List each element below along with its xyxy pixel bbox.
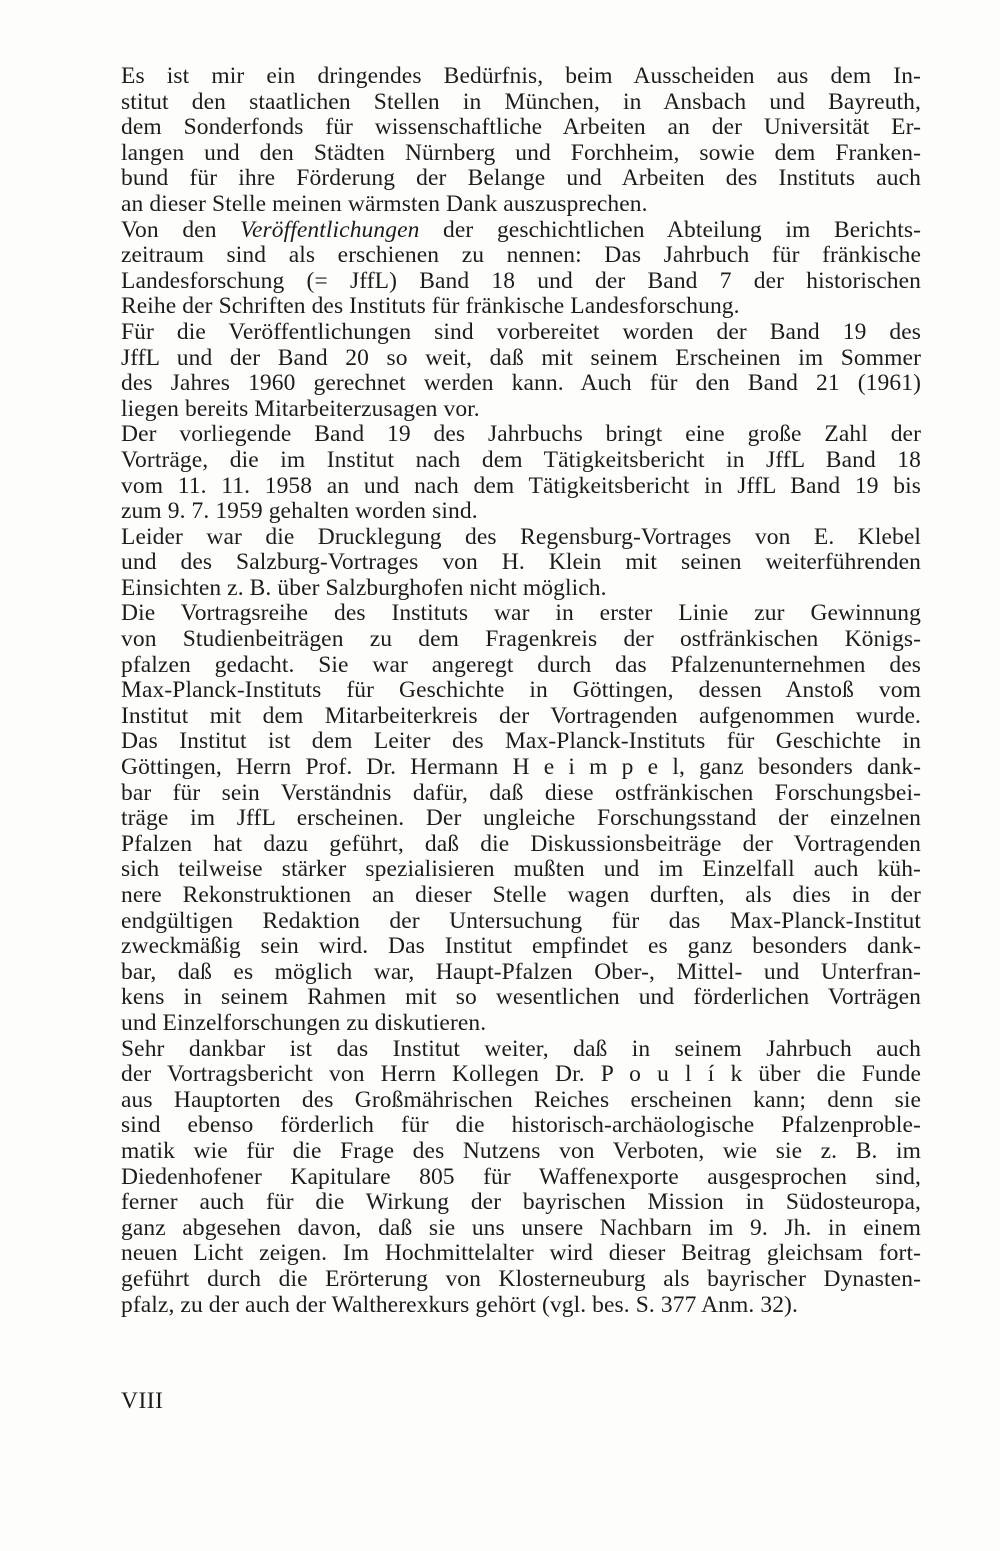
text-line: matik wie für die Frage des Nutzens von Verboten, wie sie z. B. im	[121, 1137, 921, 1164]
text-line: Pfalzen hat dazu geführt, daß die Diskussionsbeiträge der Vortragenden	[121, 830, 921, 857]
text-line: liegen bereits Mitarbeiterzusagen vor.	[121, 395, 480, 422]
text-line: bar, daß es möglich war, Haupt-Pfalzen Ober-, Mittel- und Unterfran-	[121, 958, 921, 985]
text-line: vom 11. 11. 1958 an und nach dem Tätigkeitsbericht in JffL Band 19 bis	[121, 472, 921, 499]
paragraph-lecture-series	[121, 601, 921, 1036]
text-line: zweckmäßig sein wird. Das Institut empfindet es ganz besonders dank-	[121, 933, 921, 960]
paragraph-publications	[121, 218, 921, 320]
text-line: Der vorliegende Band 19 des Jahrbuchs bringt eine große Zahl der	[121, 421, 921, 448]
page-number: VIII	[121, 1388, 164, 1414]
text-line: sind ebenso förderlich für die historisch-archäologische Pfalzenproble-	[121, 1112, 921, 1139]
paragraph-volume-19	[121, 422, 921, 524]
text-line: Für die Veröffentlichungen sind vorbereitet worden der Band 19 des	[121, 318, 921, 345]
text-line: geführt durch die Erörterung von Klosterneuburg als bayrischer Dynasten-	[121, 1265, 921, 1292]
text-line: und Einzelforschungen zu diskutieren.	[121, 1009, 487, 1036]
paragraph-prepared-volumes	[121, 320, 921, 422]
text-line: langen und den Städten Nürnberg und Forchheim, sowie dem Franken-	[121, 139, 921, 166]
text-line: Institut mit dem Mitarbeiterkreis der Vortragenden aufgenommen wurde.	[121, 702, 921, 729]
text-line: pfalz, zu der auch der Waltherexkurs gehört (vgl. bes. S. 377 Anm. 32).	[121, 1291, 798, 1318]
text-line: bund für ihre Förderung der Belange und Arbeiten des Instituts auch	[121, 165, 921, 192]
text-line: Leider war die Drucklegung des Regensburg-Vortrages von E. Klebel	[121, 523, 921, 550]
text-line: Es ist mir ein dringendes Bedürfnis, beim Ausscheiden aus dem In-	[121, 63, 921, 89]
text-line: Diedenhofener Kapitulare 805 für Waffenexporte ausgesprochen sind,	[121, 1163, 921, 1190]
text-line: nere Rekonstruktionen an dieser Stelle wagen durften, als dies in der	[121, 882, 921, 908]
text-line: ferner auch für die Wirkung der bayrischen Mission in Südosteuropa,	[121, 1189, 921, 1216]
paragraph-poulik-report	[121, 1037, 921, 1319]
text-line: träge im JffL erscheinen. Der ungleiche Forschungsstand der einzelnen	[121, 805, 921, 832]
text-line: Die Vortragsreihe des Instituts war in erster Linie zur Gewinnung	[121, 600, 921, 627]
text-line: des Jahres 1960 gerechnet werden kann. Auch für den Band 21 (1961)	[121, 370, 921, 397]
text-line: kens in seinem Rahmen mit so wesentlichen und förderlichen Vorträgen	[121, 984, 921, 1011]
paragraph-thanks	[121, 64, 921, 218]
text-line: und des Salzburg-Vortrages von H. Klein mit seinen weiterführenden	[121, 549, 921, 576]
text-line: aus Hauptorten des Großmährischen Reiches erscheinen kann; denn sie	[121, 1086, 921, 1113]
text-line: an dieser Stelle meinen wärmsten Dank auszusprechen.	[121, 190, 648, 217]
text-line: von Studienbeiträgen zu dem Fragenkreis der ostfränkischen Königs-	[121, 626, 921, 653]
text-line: Landesforschung (= JffL) Band 18 und der Band 7 der historischen	[121, 267, 921, 294]
text-line: Reihe der Schriften des Instituts für fränkische Landesforschung.	[121, 293, 740, 320]
text-line: pfalzen gedacht. Sie war angeregt durch das Pfalzenunternehmen des	[121, 651, 921, 678]
text-line: zeitraum sind als erschienen zu nennen: Das Jahrbuch für fränkische	[121, 242, 921, 269]
text-line: zum 9. 7. 1959 gehalten worden sind.	[121, 498, 478, 525]
text-line: Einsichten z. B. über Salzburghofen nicht möglich.	[121, 574, 607, 601]
text-line: JffL und der Band 20 so weit, daß mit seinem Erscheinen im Sommer	[121, 344, 921, 371]
italic-emphasis: Veröffentlichungen	[240, 216, 420, 243]
text-line: der Vortragsbericht von Herrn Kollegen Dr. P o u l í k über die Funde	[121, 1061, 921, 1088]
text-line: sich teilweise stärker spezialisieren mußten und im Einzelfall auch küh-	[121, 856, 921, 883]
text-line: dem Sonderfonds für wissenschaftliche Arbeiten an der Universität Er-	[121, 114, 921, 141]
text-line: Sehr dankbar ist das Institut weiter, daß in seinem Jahrbuch auch	[121, 1035, 921, 1062]
text-line: Max-Planck-Instituts für Geschichte in Göttingen, dessen Anstoß vom	[121, 677, 921, 704]
text-line: stitut den staatlichen Stellen in München, in Ansbach und Bayreuth,	[121, 88, 921, 115]
text-line: Das Institut ist dem Leiter des Max-Planck-Instituts für Geschichte in	[121, 728, 921, 755]
text-line: neuen Licht zeigen. Im Hochmittelalter wird dieser Beitrag gleichsam fort-	[121, 1240, 921, 1267]
text-line: Göttingen, Herrn Prof. Dr. Hermann H e i m p e l, ganz besonders dank-	[121, 754, 921, 781]
paragraph-not-printed	[121, 525, 921, 602]
text-line: Vorträge, die im Institut nach dem Tätigkeitsbericht in JffL Band 18	[121, 446, 921, 473]
text-line: endgültigen Redaktion der Untersuchung für das Max-Planck-Institut	[121, 907, 921, 934]
body-text	[121, 64, 921, 1318]
text-line: ganz abgesehen davon, daß sie uns unsere Nachbarn im 9. Jh. in einem	[121, 1214, 921, 1241]
text-line: bar für sein Verständnis dafür, daß diese ostfränkischen Forschungsbei-	[121, 779, 921, 806]
text-line-with-italic: Von den Veröffentlichungen der geschichtlichen Abteilung im Berichts-	[121, 216, 921, 243]
